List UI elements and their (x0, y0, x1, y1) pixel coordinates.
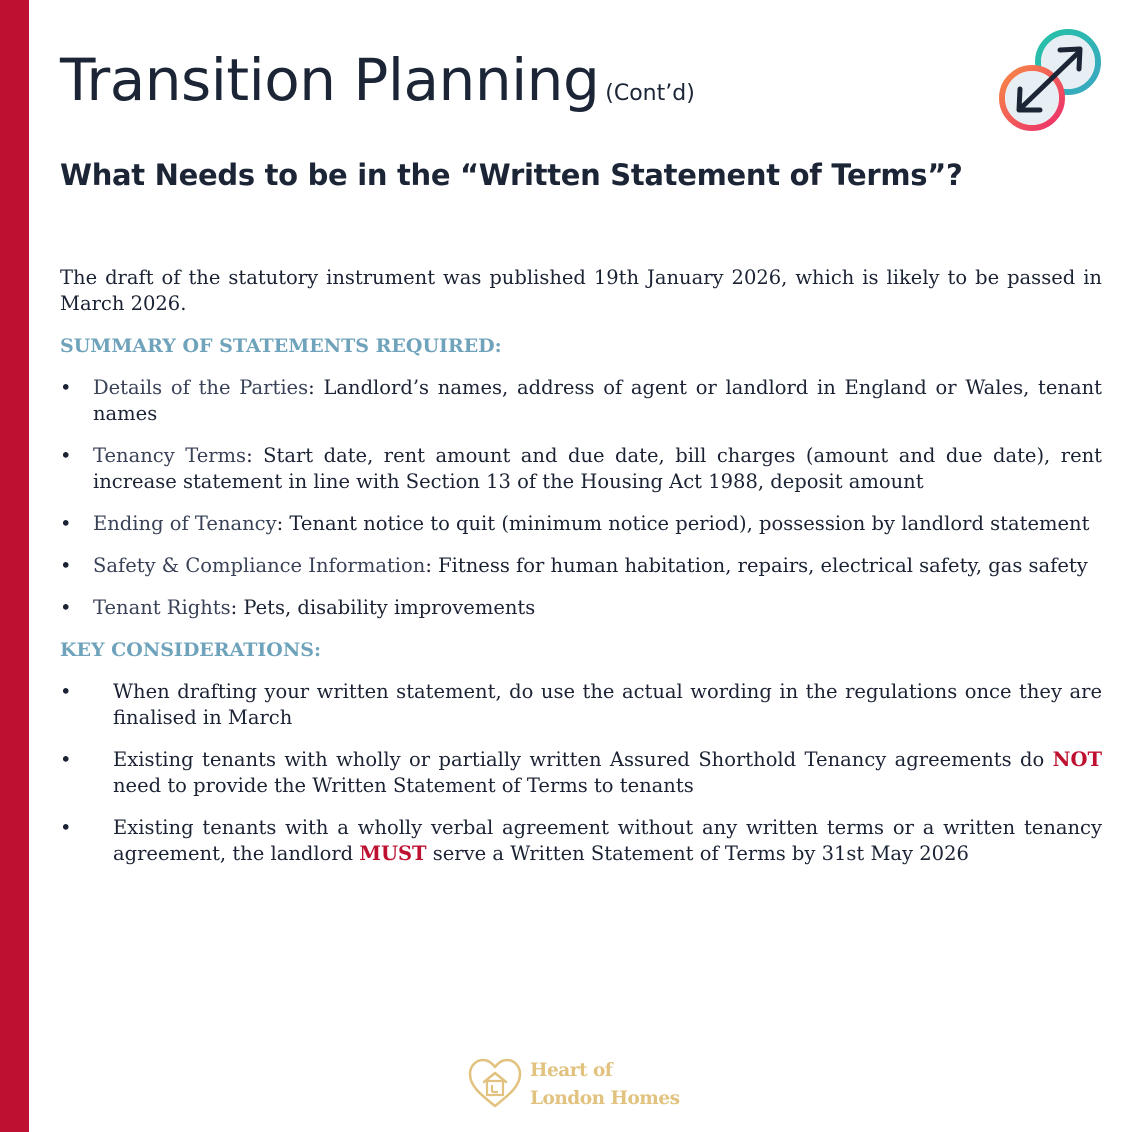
list-item-detail: : Fitness for human habitation, repairs, electrical safety, gas safety (425, 554, 1088, 577)
page-title (60, 46, 695, 114)
bullet-icon: • (60, 596, 72, 619)
expand-arrows-icon (996, 27, 1106, 135)
list-item (60, 679, 1102, 731)
list-item (60, 375, 1102, 427)
list-item-detail: : Tenant notice to quit (minimum notice period), possession by landlord statement (276, 512, 1090, 535)
list-item-text: serve a Written Statement of Terms by 31st May 2026 (426, 842, 969, 865)
accent-bar (0, 0, 29, 1132)
intro-paragraph: The draft of the statutory instrument was published 19th January 2026, which is likely to be passed in March 2026. (60, 266, 1102, 315)
bullet-icon: • (60, 680, 72, 703)
list-item-term: Safety & Compliance Information (93, 554, 426, 577)
list-item (60, 553, 1102, 579)
key-considerations-heading: KEY CONSIDERATIONS: (60, 639, 321, 661)
bullet-icon: • (60, 748, 72, 771)
list-item-text: Existing tenants with wholly or partially written Assured Shorthold Tenancy agreements do (113, 748, 1053, 771)
list-item-term: Details of the Parties (93, 376, 309, 399)
bullet-icon: • (60, 554, 72, 577)
section-subtitle: What Needs to be in the “Written Statement of Terms”? (60, 158, 963, 192)
list-item-detail: : Pets, disability improvements (230, 596, 536, 619)
page-title-text: Transition Planning (60, 46, 600, 114)
bullet-icon: • (60, 444, 72, 467)
summary-list (60, 375, 1102, 621)
brand-line-2: London Homes (530, 1088, 680, 1109)
heart-house-icon (466, 1056, 524, 1110)
list-item-term: Tenancy Terms (93, 444, 247, 467)
bullet-icon: • (60, 512, 72, 535)
list-item-detail: : Start date, rent amount and due date, bill charges (amount and due date), rent increase statement in line with Section 13 of the Housing Act 1988, deposit amount (93, 444, 1103, 493)
brand-name (530, 1057, 680, 1113)
bullet-icon: • (60, 816, 72, 839)
bullet-icon: • (60, 376, 72, 399)
list-item (60, 747, 1102, 799)
list-item (60, 443, 1102, 495)
brand-line-1: Heart of (530, 1060, 613, 1081)
list-item-text: need to provide the Written Statement of Terms to tenants (113, 774, 694, 797)
emphasis-text: NOT (1052, 748, 1102, 771)
list-item (60, 815, 1102, 867)
content-body (60, 265, 1102, 883)
list-item-text: Existing tenants with a wholly verbal agreement without any written terms or a written tenancy agreement, the landlord (113, 816, 1102, 865)
key-considerations-list (60, 679, 1102, 867)
list-item (60, 511, 1102, 537)
list-item-term: Tenant Rights (93, 596, 231, 619)
list-item (60, 595, 1102, 621)
list-item-text: When drafting your written statement, do use the actual wording in the regulations once they are finalised in March (113, 680, 1102, 729)
list-item-term: Ending of Tenancy (93, 512, 277, 535)
emphasis-text: MUST (359, 842, 427, 865)
brand-logo (466, 1056, 680, 1112)
page-title-suffix: (Cont’d) (605, 81, 695, 106)
list-item-detail: : Landlord’s names, address of agent or landlord in England or Wales, tenant names (93, 376, 1102, 425)
summary-heading: SUMMARY OF STATEMENTS REQUIRED: (60, 335, 502, 357)
